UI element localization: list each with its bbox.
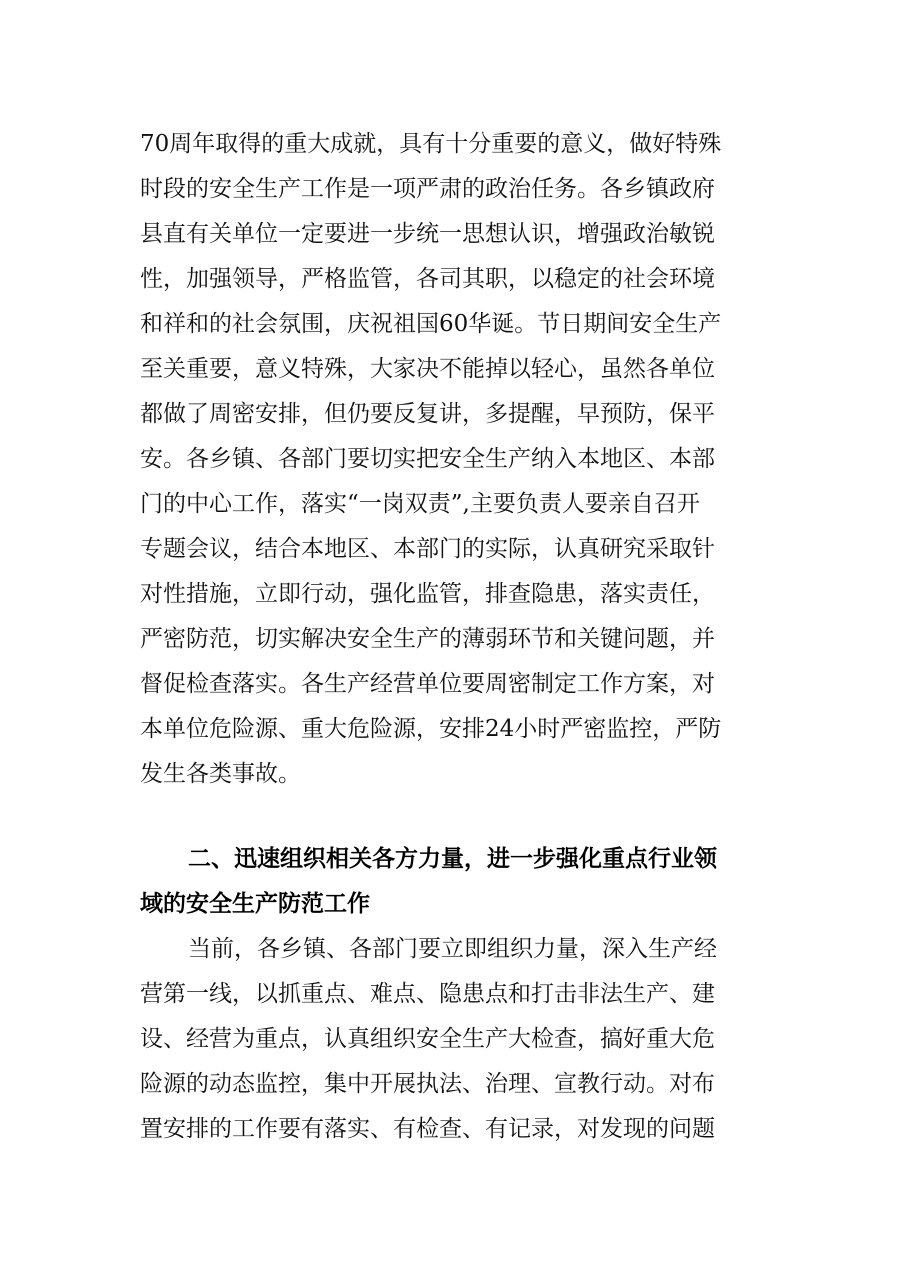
paragraph-1-line: 县直有关单位一定要进一步统一思想认识，增强政治敏锐 bbox=[140, 221, 715, 247]
paragraph-1-line: 都做了周密安排，但仍要反复讲，多提醒，早预防，保平 bbox=[140, 401, 715, 427]
paragraph-1-line: 时段的安全生产工作是一项严肃的政治任务。各乡镇政府 bbox=[140, 176, 715, 202]
paragraph-2-line: 设、经营为重点，认真组织安全生产大检查，搞好重大危 bbox=[140, 1026, 715, 1052]
paragraph-1-line: 严密防范，切实解决安全生产的薄弱环节和关键问题，并 bbox=[140, 626, 715, 652]
paragraph-1-line: 本单位危险源、重大危险源，安排24小时严密监控，严防 bbox=[140, 716, 722, 742]
paragraph-1-line: 至关重要，意义特殊，大家决不能掉以轻心，虽然各单位 bbox=[140, 356, 715, 382]
paragraph-1-line: 门的中心工作，落实“一岗双责”,主要负责人要亲自召开 bbox=[140, 491, 700, 517]
section-heading-2 bbox=[140, 843, 770, 923]
paragraph-2-line: 险源的动态监控，集中开展执法、治理、宣教行动。对布 bbox=[140, 1071, 715, 1097]
paragraph-1-line: 对性措施，立即行动，强化监管，排查隐患，落实责任， bbox=[140, 581, 715, 607]
section-heading-line: 域的安全生产防范工作 bbox=[140, 891, 370, 917]
paragraph-1-line: 专题会议，结合本地区、本部门的实际，认真研究采取针 bbox=[140, 536, 715, 562]
paragraph-1-line: 性，加强领导，严格监管，各司其职，以稳定的社会环境 bbox=[140, 266, 715, 292]
paragraph-1-line: 安。各乡镇、各部门要切实把安全生产纳入本地区、本部 bbox=[140, 446, 715, 472]
paragraph-1-line: 发生各类事故。 bbox=[140, 761, 301, 787]
section-heading-line: 二、迅速组织相关各方力量，进一步强化重点行业领 bbox=[188, 846, 717, 872]
paragraph-2 bbox=[140, 933, 770, 1183]
paragraph-2-line: 营第一线，以抓重点、难点、隐患点和打击非法生产、建 bbox=[140, 981, 715, 1007]
paragraph-1-line: 督促检查落实。各生产经营单位要周密制定工作方案，对 bbox=[140, 671, 715, 697]
paragraph-2-line: 置安排的工作要有落实、有检查、有记录，对发现的问题 bbox=[140, 1116, 715, 1142]
paragraph-1-line: 70周年取得的重大成就，具有十分重要的意义，做好特殊 bbox=[140, 131, 722, 157]
paragraph-2-line: 当前，各乡镇、各部门要立即组织力量，深入生产经 bbox=[188, 936, 717, 962]
paragraph-1 bbox=[140, 128, 770, 828]
paragraph-1-line: 和祥和的社会氛围，庆祝祖国60华诞。节日期间安全生产 bbox=[140, 311, 722, 337]
